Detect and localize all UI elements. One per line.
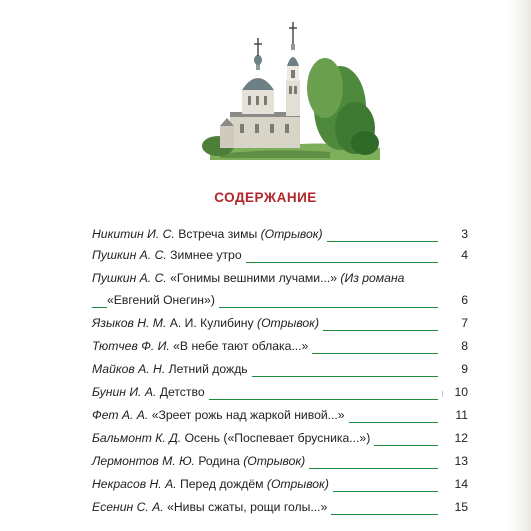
entry-title: «Евгений Онегин»)	[107, 293, 215, 307]
entry-author: Бальмонт К. Д.	[92, 431, 182, 445]
entry-page-number: 11	[438, 405, 468, 425]
church-illustration	[190, 8, 390, 178]
toc-entry-label	[92, 313, 323, 333]
toc-entry-label	[92, 336, 312, 356]
entry-page-number: 4	[438, 245, 468, 265]
entry-page-number: 13	[438, 451, 468, 471]
entry-author: Тютчев Ф. И.	[92, 339, 170, 353]
entry-title: «Нивы сжаты, рощи голы...»	[167, 500, 328, 514]
toc-entry-label	[107, 290, 219, 310]
entry-author: Некрасов Н. А.	[92, 477, 177, 491]
toc-entry	[92, 405, 468, 425]
toc-entry	[92, 451, 468, 471]
toc-entry-label	[92, 428, 374, 448]
entry-author: Фет А. А.	[92, 408, 149, 422]
page-edge-shadow	[509, 0, 531, 531]
entry-page-number: 14	[438, 474, 468, 494]
entry-page-number: 7	[438, 313, 468, 333]
toc-entry-label	[92, 474, 333, 494]
entry-title: Зимнее утро	[170, 248, 242, 262]
toc-entry	[92, 268, 468, 288]
entry-title: А. И. Кулибину	[169, 316, 254, 330]
entry-page-number: 3	[438, 224, 468, 244]
toc-entry-label	[92, 382, 209, 402]
entry-title: «Зреет рожь над жаркой нивой...»	[151, 408, 345, 422]
entry-note: (Отрывок)	[260, 227, 323, 241]
entry-author: Бунин И. А.	[92, 385, 157, 399]
entry-title: «В небе тают облака...»	[173, 339, 309, 353]
entry-author: Лермонтов М. Ю.	[92, 454, 195, 468]
toc-entry-label	[92, 451, 309, 471]
toc-entry-label	[92, 245, 246, 265]
entry-page-number: 15	[438, 497, 468, 517]
entry-title: Встреча зимы	[178, 227, 258, 241]
entry-author: Есенин С. А.	[92, 500, 164, 514]
toc-entry-label	[92, 497, 331, 517]
entry-page-number: 9	[438, 359, 468, 379]
toc-entry	[92, 245, 468, 265]
toc-entry-label	[92, 268, 408, 288]
entry-title: Летний дождь	[168, 362, 248, 376]
entry-author: Майков А. Н.	[92, 362, 166, 376]
toc-entry	[92, 474, 468, 494]
entry-note: (Отрывок)	[257, 316, 320, 330]
toc-entry	[92, 313, 468, 333]
entry-title: Осень («Поспевает брусника...»)	[184, 431, 371, 445]
entry-note: (Отрывок)	[243, 454, 306, 468]
entry-title: Детство	[159, 385, 205, 399]
toc-entry	[92, 224, 468, 244]
entry-title: Родина	[198, 454, 240, 468]
entry-page-number: 8	[438, 336, 468, 356]
entry-author: Никитин И. С.	[92, 227, 175, 241]
entry-page-number: 6	[438, 290, 468, 310]
toc-entry	[92, 382, 468, 402]
contents-heading: СОДЕРЖАНИЕ	[214, 190, 317, 205]
toc-entry	[92, 359, 468, 379]
entry-note: (Из романа	[340, 271, 405, 285]
entry-title: Перед дождём	[180, 477, 264, 491]
entry-author: Пушкин А. С.	[92, 248, 167, 262]
toc-entry	[92, 428, 468, 448]
toc-entry-label	[92, 224, 327, 244]
toc-entry	[92, 336, 468, 356]
toc-entry-label	[92, 405, 349, 425]
margin-mark: ı	[441, 388, 445, 400]
entry-page-number: 10	[438, 382, 468, 402]
entry-title: «Гонимы вешними лучами...»	[170, 271, 338, 285]
toc-entry	[92, 497, 468, 517]
toc-entry-label	[92, 359, 252, 379]
entry-note: (Отрывок)	[266, 477, 329, 491]
toc-entry	[92, 290, 468, 310]
entry-page-number: 12	[438, 428, 468, 448]
entry-author: Пушкин А. С.	[92, 271, 167, 285]
entry-author: Языков Н. М.	[92, 316, 167, 330]
